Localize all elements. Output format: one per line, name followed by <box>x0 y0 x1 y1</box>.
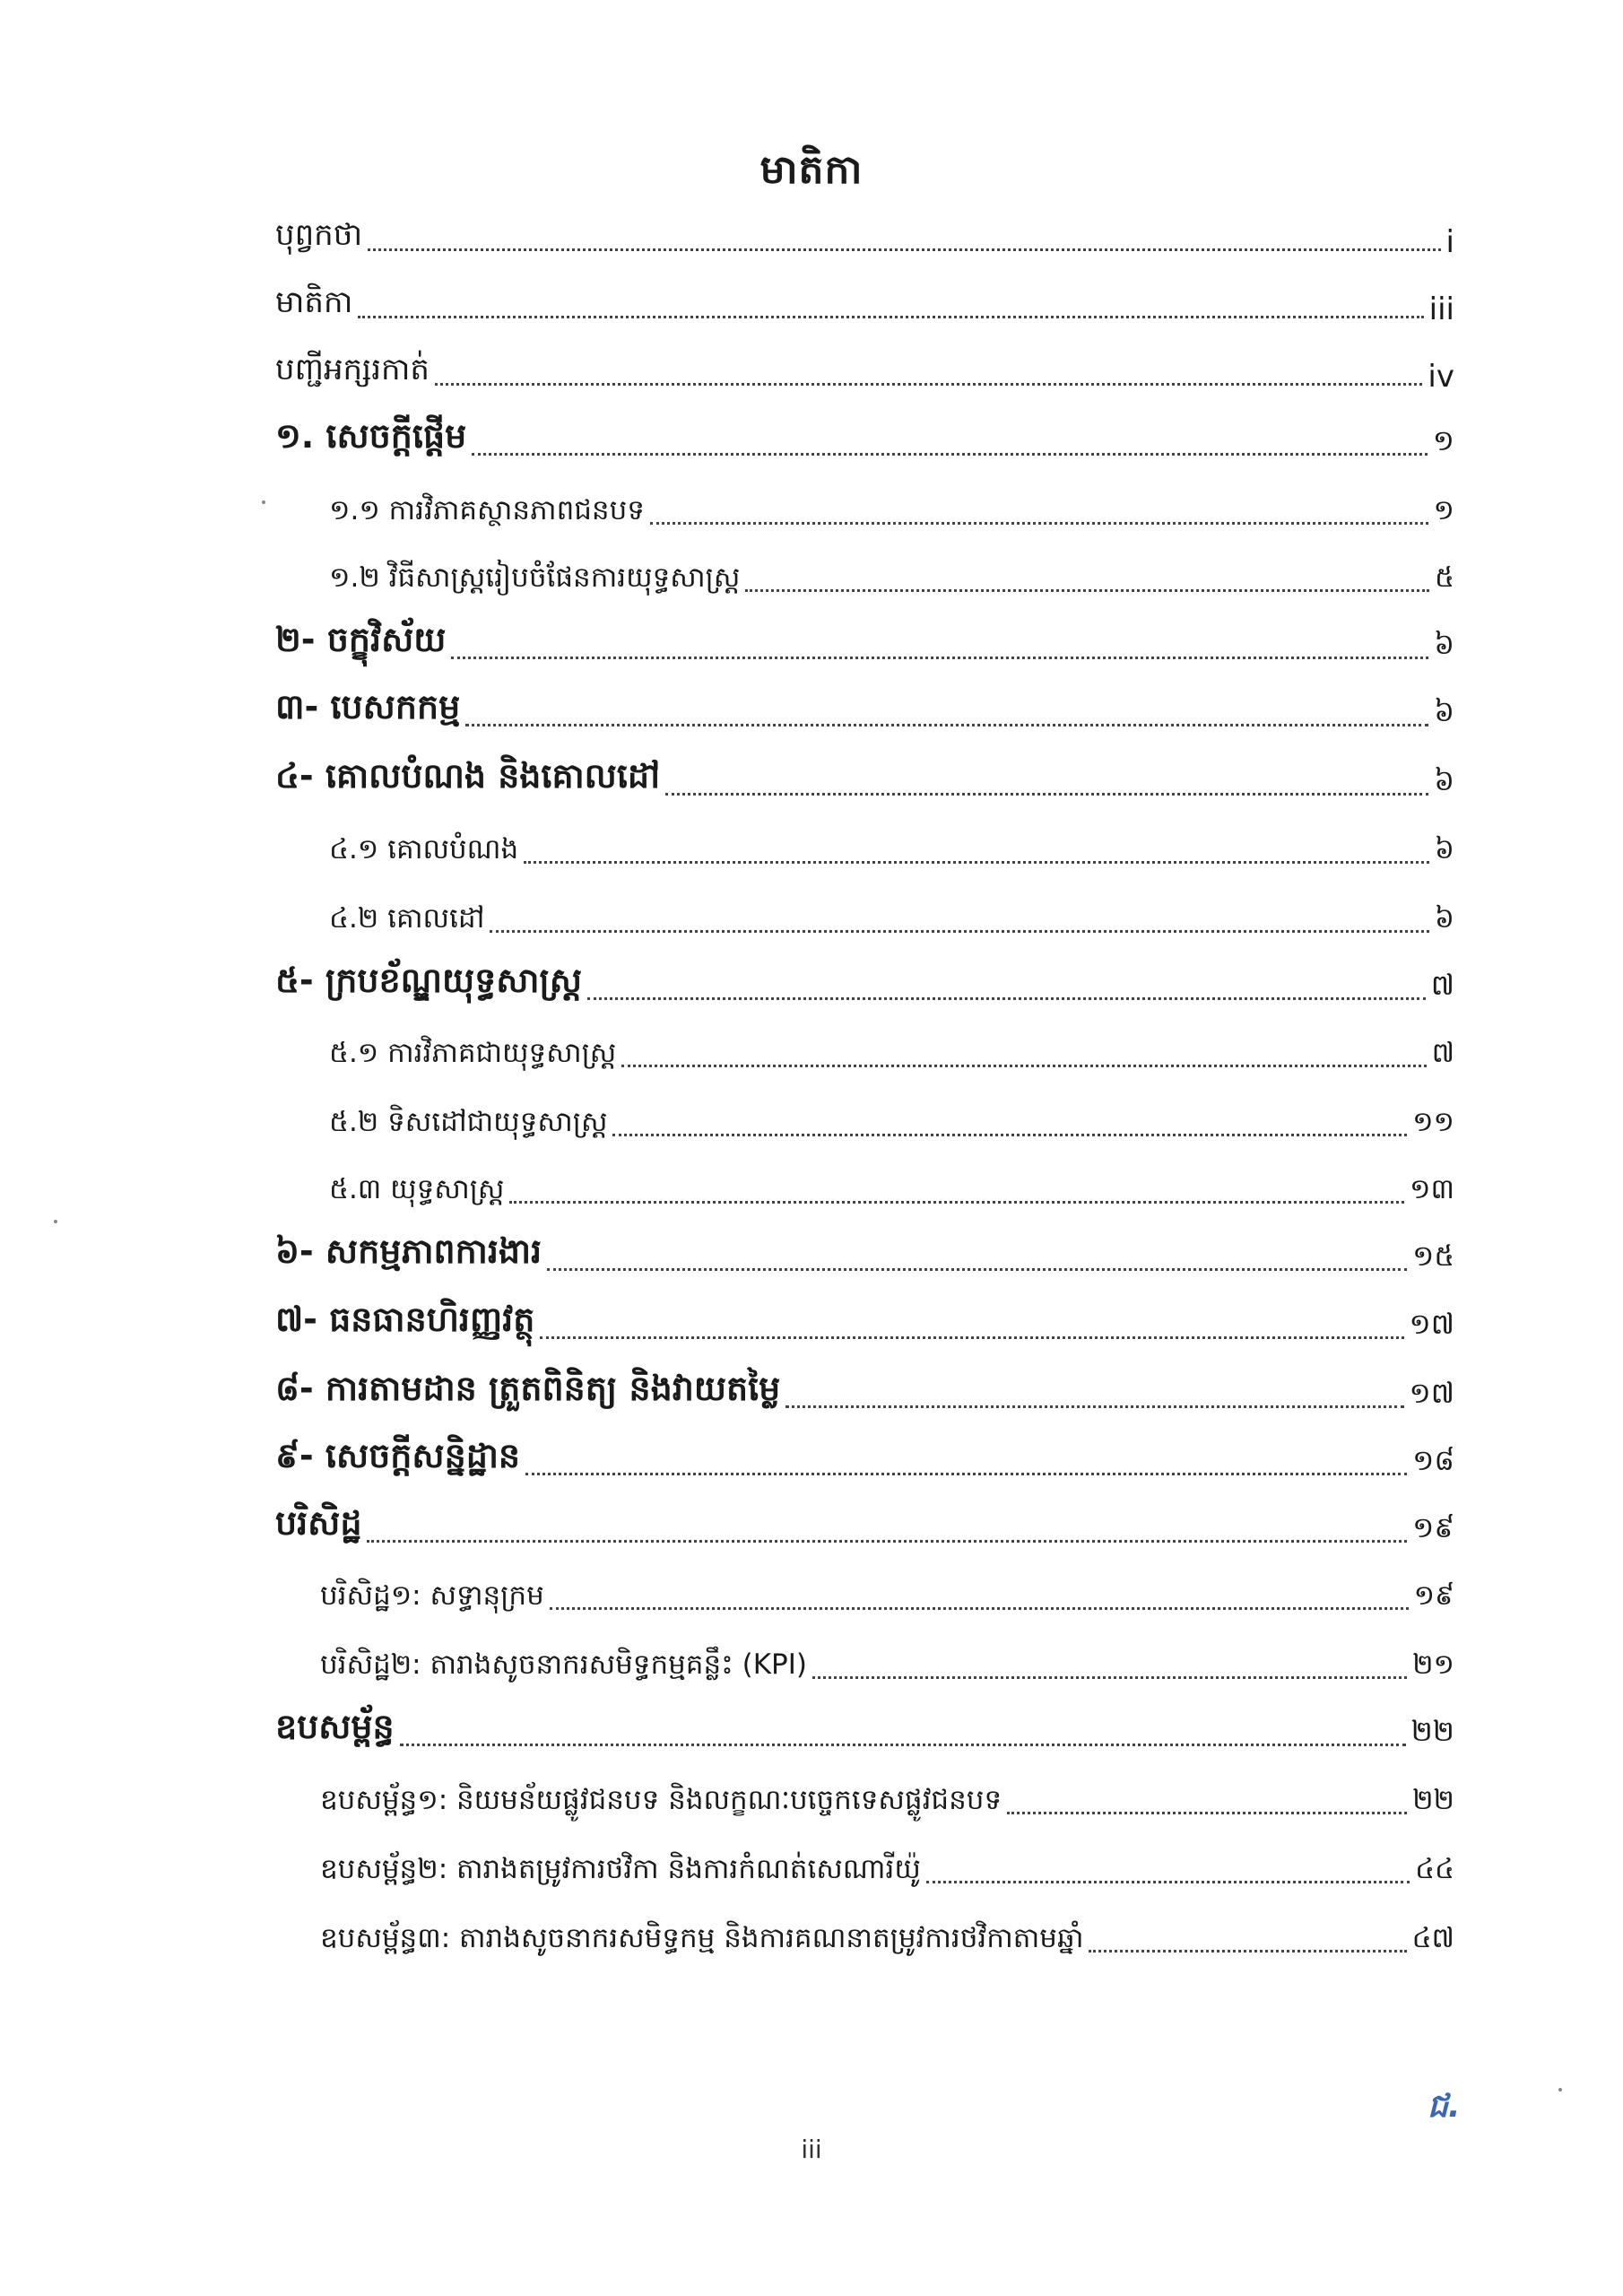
toc-entry[interactable] <box>275 206 1454 260</box>
leader-dots <box>785 1405 1403 1408</box>
toc-entry[interactable] <box>329 1091 1454 1145</box>
toc-entry-page: ៤៧ <box>1411 1922 1454 1954</box>
toc-entry-label: ឧបសម្ព័ន្ធ <box>275 1707 395 1746</box>
toc-entry-label: ៤.១ គោលបំណង <box>329 833 519 865</box>
toc-entry-label: ១.១ ការវិភាគស្ថានភាពជនបទ <box>329 494 645 526</box>
toc-entry-label: ៦- សកម្មភាពការងារ <box>275 1231 542 1271</box>
leader-dots <box>1007 1811 1407 1814</box>
leader-dots <box>587 996 1426 1000</box>
leader-dots <box>745 588 1429 592</box>
toc-entry-label: ៨- ការតាមដាន ត្រួតពិនិត្យ និងវាយតម្លៃ <box>275 1369 781 1408</box>
toc-entry-page: ៧ <box>1431 1037 1454 1069</box>
scan-speck <box>54 1220 57 1223</box>
toc-entry-page: ៦ <box>1434 694 1454 728</box>
toc-entry-label: ៥.២ ទិសដៅជាយុទ្ធសាស្ត្រ <box>329 1106 608 1138</box>
toc-entry[interactable] <box>275 274 1454 327</box>
toc-entry[interactable] <box>275 1498 1454 1552</box>
leader-dots <box>524 860 1429 864</box>
toc-entry-page: ៦ <box>1434 763 1454 797</box>
scan-speck <box>1558 2088 1562 2092</box>
toc-entry-label: ១. សេចក្តីផ្តើម <box>275 416 467 456</box>
leader-dots <box>665 792 1428 796</box>
leader-dots <box>451 656 1428 659</box>
toc-entry[interactable] <box>329 819 1454 873</box>
leader-dots <box>1089 1949 1406 1952</box>
toc-entry-label: ឧបសម្ព័ន្ធ២: តារាងតម្រូវការថវិកា និងការកំណត់សេណារីយ៉ូ <box>320 1853 921 1885</box>
toc-entry[interactable] <box>329 888 1454 942</box>
toc-entry[interactable] <box>320 1839 1454 1892</box>
leader-dots <box>612 1133 1407 1136</box>
toc-entry-page: ៦ <box>1435 902 1454 935</box>
scan-speck <box>262 500 265 504</box>
toc-entry[interactable] <box>275 955 1454 1009</box>
toc-entry-page: ១១ <box>1412 1106 1454 1138</box>
toc-entry-label: បរិសិដ្ឋ១: សទ្ធានុក្រម <box>320 1579 544 1612</box>
leader-dots <box>465 723 1428 726</box>
toc-entry[interactable] <box>275 1431 1454 1484</box>
toc-entry-label: បញ្ជីអក្សរកាត់ <box>275 352 430 387</box>
leader-dots <box>472 452 1428 456</box>
toc-entry-label: បរិសិដ្ឋ២: តារាងសូចនាករសមិទ្ធកម្មគន្លឹះ (KPI) <box>320 1648 807 1681</box>
toc-entry-page: ១៥ <box>1412 1239 1454 1273</box>
toc-entry-page: ១៩ <box>1413 1579 1454 1612</box>
toc-entry-page: ៦ <box>1435 833 1454 865</box>
toc-entry-page: ២២ <box>1410 1714 1454 1748</box>
leader-dots <box>509 1200 1404 1204</box>
toc-entry-label: ៥- ក្របខ័ណ្ឌយុទ្ធសាស្ត្រ <box>275 961 583 1000</box>
toc-entry-page: ២១ <box>1412 1648 1454 1681</box>
toc-entry[interactable] <box>320 1908 1454 1961</box>
toc-entry-page: ១៧ <box>1409 1376 1454 1410</box>
leader-dots <box>490 929 1429 933</box>
toc-entry[interactable] <box>320 1565 1454 1619</box>
toc-entry-label: បុព្វកថា <box>275 217 363 253</box>
leader-dots <box>926 1880 1410 1883</box>
toc-entry-page: ១ <box>1433 494 1454 526</box>
leader-dots <box>812 1675 1407 1679</box>
toc-entry-label: ៣- បេសកកម្ម <box>275 687 461 726</box>
toc-entry-label: ៤- គោលបំណង និងគោលដៅ <box>275 756 661 796</box>
leader-dots <box>621 1064 1426 1067</box>
toc-entry-page: ៧ <box>1430 968 1454 1002</box>
toc-entry-label: ៥.១ ការវិភាគជាយុទ្ធសាស្ត្រ <box>329 1037 617 1069</box>
leader-dots <box>525 1472 1407 1475</box>
toc-entry-label: មាតិកា <box>275 284 353 320</box>
leader-dots <box>550 1606 1409 1610</box>
toc-entry[interactable] <box>320 1634 1454 1688</box>
leader-dots <box>540 1335 1403 1339</box>
toc-entry[interactable] <box>275 751 1454 804</box>
toc-title: មាតិកា <box>759 147 864 193</box>
leader-dots <box>358 315 1423 318</box>
toc-entry[interactable] <box>275 1363 1454 1417</box>
toc-entry-page: i <box>1445 224 1454 260</box>
toc-entry-label: ឧបសម្ព័ន្ធ៣: តារាងសូចនាករសមិទ្ធកម្ម និងការគណនាតម្រូវការថវិកាតាមឆ្នាំ <box>320 1922 1084 1954</box>
toc-entry-page: ៤៤ <box>1415 1853 1454 1885</box>
page-number: iii <box>801 2135 822 2164</box>
initials-stamp: ជ. <box>1428 2088 1461 2125</box>
leader-dots <box>367 1539 1407 1543</box>
toc-entry-label: ២- ចក្ខុវិស័យ <box>275 620 447 659</box>
toc-entry-page: ១៧ <box>1409 1307 1454 1341</box>
leader-dots <box>547 1267 1407 1271</box>
toc-entry-label: បរិសិដ្ឋ <box>275 1503 362 1543</box>
leader-dots <box>435 382 1422 386</box>
toc-entry-label: ៧- ធនធានហិរញ្ញវត្ថុ <box>275 1300 535 1339</box>
leader-dots <box>368 248 1440 251</box>
toc-entry-label: ឧបសម្ព័ន្ធ១: និយមន័យផ្លូវជនបទ និងលក្ខណៈបច្ចេកទេសផ្លូវជនបទ <box>320 1784 1002 1816</box>
toc-entry[interactable] <box>275 341 1454 395</box>
toc-entry[interactable] <box>329 480 1454 534</box>
toc-entry-page: ១៣ <box>1410 1173 1454 1205</box>
toc-entry-label: ៥.៣ យុទ្ធសាស្ត្រ <box>329 1173 505 1205</box>
toc-entry[interactable] <box>275 411 1454 465</box>
toc-entry[interactable] <box>329 1022 1454 1076</box>
toc-entry[interactable] <box>275 614 1454 668</box>
toc-entry[interactable] <box>275 1226 1454 1280</box>
toc-entry[interactable] <box>329 547 1454 601</box>
toc-entry-page: ២២ <box>1412 1784 1454 1816</box>
toc-entry-label: ៩- សេចក្តីសន្និដ្ឋាន <box>275 1436 520 1475</box>
toc-entry-page: ៦ <box>1434 627 1454 661</box>
toc-entry[interactable] <box>320 1770 1454 1823</box>
toc-entry-label: ៤.២ គោលដៅ <box>329 902 485 935</box>
toc-entry-page: iii <box>1428 291 1454 327</box>
toc-entry[interactable] <box>275 1701 1454 1755</box>
toc-entry-page: ១ <box>1432 423 1454 457</box>
toc-entry-page: ១៩ <box>1412 1510 1454 1544</box>
toc-entry-page: iv <box>1428 359 1454 395</box>
toc-entry-page: ៥ <box>1435 561 1454 594</box>
leader-dots <box>650 521 1428 525</box>
toc-entry-page: ១៨ <box>1412 1443 1454 1477</box>
toc-entry[interactable] <box>329 1159 1454 1213</box>
toc-entry-label: ១.២ វិធីសាស្ត្ររៀបចំផែនការយុទ្ធសាស្ត្រ <box>329 561 741 594</box>
toc-entry[interactable] <box>275 682 1454 735</box>
leader-dots <box>400 1743 1406 1746</box>
toc-entry[interactable] <box>275 1294 1454 1348</box>
